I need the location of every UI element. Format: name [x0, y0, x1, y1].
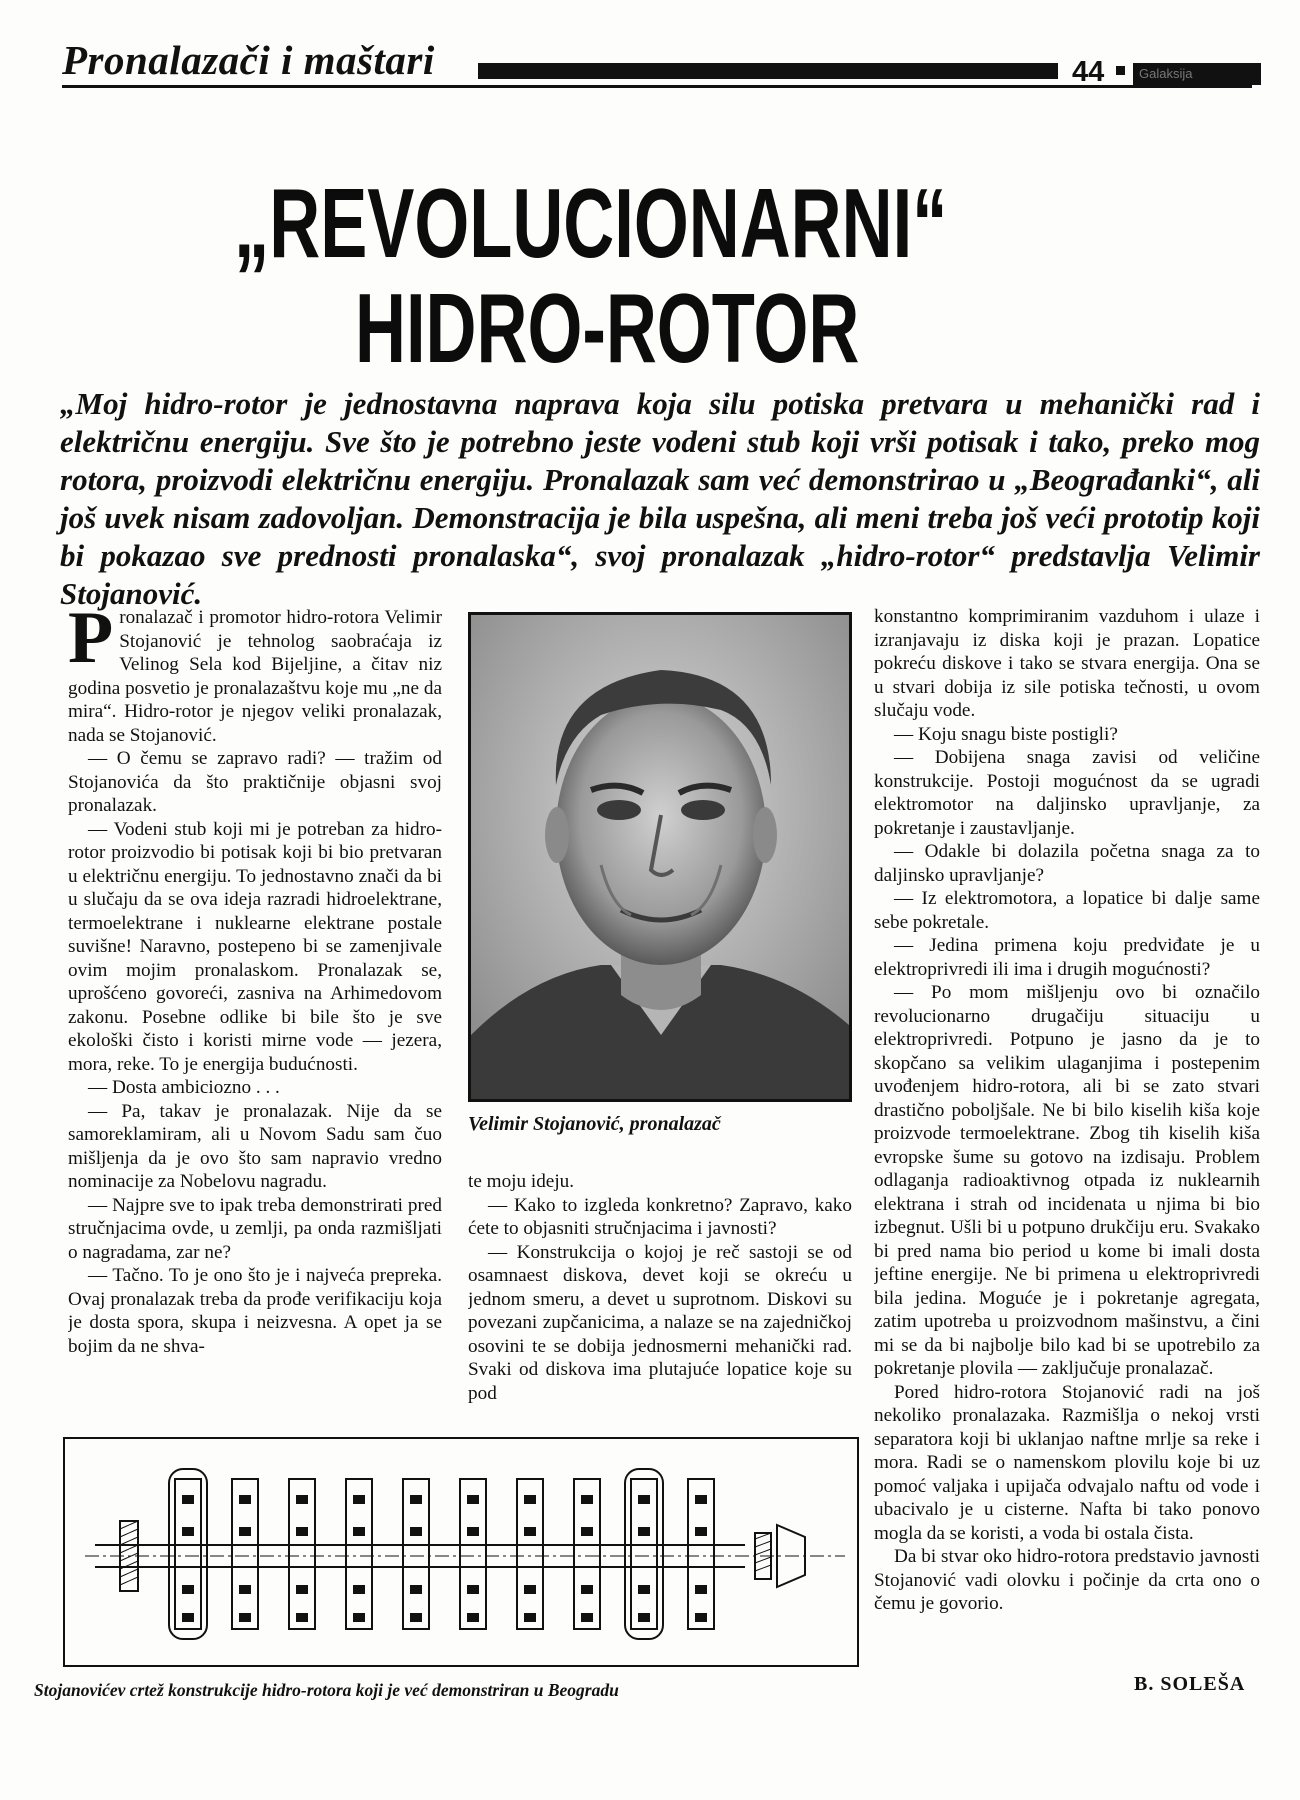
bearing-hatch: [755, 1557, 771, 1563]
disc-paddle: [638, 1495, 650, 1504]
disc-paddle: [239, 1527, 251, 1536]
paragraph-text: ronalazač i promotor hidro-rotora Velimir Stojanović je tehnolog saobraćaja iz Velinog Sela kod Bijeljine, a čitav niz godina posvetio je pronalazaštvu koje mu „ne da mira“. Hidro-rotor je njegov veliki pronalazak, nada se Stojanović.: [68, 607, 442, 746]
disc-paddle: [410, 1527, 422, 1536]
rotor-drawing: [65, 1439, 857, 1665]
disc-paddle: [638, 1527, 650, 1536]
bearing-hatch: [120, 1545, 138, 1553]
drop-cap: P: [68, 606, 114, 679]
disc-paddle: [524, 1585, 536, 1594]
paragraph: — Jedina primena koju predviđate je u elektroprivredi ili ima i drugih mogućnosti?: [874, 935, 1260, 980]
magazine-name: Galaksija: [1133, 63, 1261, 85]
paragraph: te moju ideju.: [468, 1171, 575, 1192]
disc-paddle: [182, 1613, 194, 1622]
paragraph: Pored hidro-rotora Stojanović radi na još nekoliko pronalazaka. Razmišlja o nekoj vrsti separatora koji bi uklanjao naftne mrlje sa reke i mora. Radi se o namenskom plovilu koje bi uz pomoć valjaka i upijača odvajalo naftu od vode i ubacivalo je u cisterne. Nafta bi tako ponovo mogla da se koristi, a voda bi ostala čista.: [874, 1381, 1260, 1544]
disc-paddle: [410, 1613, 422, 1622]
bearing-hatch: [755, 1565, 771, 1571]
disc-paddle: [182, 1585, 194, 1594]
paragraph: — Odakle bi dolazila početna snaga za to daljinsko upravljanje?: [874, 841, 1260, 886]
header-bullet: [1116, 66, 1125, 75]
paragraph: [68, 606, 442, 747]
disc-paddle: [467, 1613, 479, 1622]
paragraph: — Po mom mišljenju ovo bi označilo revolucionarno drugačiju situaciju u elektroprivredi. Potpuno je jasno da je to skopčano sa velikim ulaganjima i postepenim uvođenjem hidro-rotora, ali bi se zato stvari drastično poboljšale. Ne bi bilo kiselih kiša koje proizvode termoelektrane. Zbog tih kiselih kiša evropske šume su gotovo na izdisaju. Problem odlaganja radioaktivnog otpada iz nuklearnih elektrana i strah od incidenata u njima bi bio izbegnut. Ušli bi u potpuno drukčiju eru. Svakako bi pred nama bio period u kome bi imali dosta jeftine energije. Ne bi primena u elektroprivredi bila jedina. Moguće je i pokretanje agregata, zatim upotreba u proizvodnom mašinstvu, a čini mi se da bi najbolje bilo kad bi se upotrebilo za pokretanje plovila — zaključuje pronalazač.: [874, 982, 1260, 1379]
disc-paddle: [524, 1613, 536, 1622]
disc-paddle: [182, 1527, 194, 1536]
diagram-caption: Stojanovićev crtež konstrukcije hidro-rotora koji je već demonstriran u Beogradu: [34, 1680, 619, 1700]
disc-paddle: [695, 1585, 707, 1594]
paragraph: — O čemu se zapravo radi? — tražim od Stojanovića da što praktičnije objasni svoj pronalazak.: [68, 748, 442, 816]
portrait-photo: [468, 612, 852, 1102]
author-signature: B. SOLEŠA: [1134, 1673, 1246, 1695]
disc-paddle: [581, 1585, 593, 1594]
paragraph: — Kako to izgleda konkretno? Zapravo, kako ćete to objasniti stručnjacima i javnosti?: [468, 1194, 852, 1239]
disc-paddle: [467, 1585, 479, 1594]
header-decorative-bar: [478, 63, 1058, 79]
paragraph: — Iz elektromotora, a lopatice bi dalje same sebe pokretale.: [874, 888, 1260, 933]
paragraph: — Dobijena snaga zavisi od veličine konstrukcije. Postoji mogućnost da se ugradi elektromotor na daljinsko upravljanje, za pokretanje i zaustavljanje.: [874, 747, 1260, 839]
disc-paddle: [695, 1495, 707, 1504]
bearing-hatch: [120, 1521, 138, 1529]
disc-paddle: [524, 1495, 536, 1504]
disc-paddle: [581, 1527, 593, 1536]
paragraph: — Tačno. To je ono što je i najveća prepreka. Ovaj pronalazak treba da prođe verifikaciju koja je dosta spora, skupa i neizvesna. A opet ja se bojim da ne shva-: [68, 1265, 442, 1357]
bearing-hatch: [120, 1577, 138, 1585]
bearing-hatch: [755, 1549, 771, 1555]
disc-paddle: [638, 1585, 650, 1594]
disc-paddle: [182, 1495, 194, 1504]
photo-caption: Velimir Stojanović, pronalazač: [468, 1113, 721, 1135]
disc-paddle: [239, 1585, 251, 1594]
page-number: 44: [1072, 56, 1105, 88]
paragraph: konstantno komprimiranim vazduhom i ulaze i izranjavaju iz diska koji je prazan. Lopatice pokreću diskove i tako se stvara energija. Ona se u stvari dobija iz sile potiska tečnosti, u ovom slučaju vode.: [874, 606, 1260, 721]
column-2: [468, 1170, 852, 1455]
disc-paddle: [524, 1527, 536, 1536]
bearing-hatch: [120, 1569, 138, 1577]
disc-paddle: [467, 1495, 479, 1504]
bearing-hatch: [755, 1541, 771, 1547]
bearing-hatch: [120, 1529, 138, 1537]
paragraph: — Vodeni stub koji mi je potreban za hidro-rotor proizvodio bi potisak koji bi bio pretvaran u električnu energiju. To jednostavno znači da bi u slučaju da se ova ideja razradi hidroelektrane, termoelektrane i nuklearne elektrane postale suvišne! Naravno, postepeno bi se zamenjivale ovim mojim pronalaskom. Pronalazak se, uprošćeno govoreći, zasniva na Arhimedovom zakonu. Posebne odlike bi bile što je sve ekološki čisto i koristi mirne vode — jezera, mora, reke. To je energija budućnosti.: [68, 818, 442, 1075]
article-lede: „Moj hidro-rotor je jednostavna naprava koja silu potiska pretvara u mehanički rad i električnu energiju. Sve što je potrebno jeste vodeni stub koji vrši potisak i tako, preko mog rotora, proizvodi električnu energiju. Pronalazak sam već demonstrirao u „Beograđanki“, ali još uvek nisam zadovoljan. Demonstracija je bila uspešna, ali meni treba još veći prototip koji bi pokazao sve prednosti pronalaska“, svoj pronalazak „hidro-rotor“ predstavlja Velimir Stojanović.: [60, 386, 1260, 611]
disc-paddle: [695, 1527, 707, 1536]
disc-paddle: [695, 1613, 707, 1622]
disc-paddle: [467, 1527, 479, 1536]
disc-paddle: [239, 1613, 251, 1622]
disc-paddle: [353, 1527, 365, 1536]
paragraph: Da bi stvar oko hidro-rotora predstavio javnosti Stojanović vadi olovku i počinje da crta ono o čemu je govorio.: [874, 1546, 1260, 1614]
disc-paddle: [353, 1613, 365, 1622]
bearing-hatch: [120, 1553, 138, 1561]
disc-paddle: [581, 1613, 593, 1622]
disc-paddle: [638, 1613, 650, 1622]
paragraph: — Dosta ambiciozno . . .: [88, 1077, 280, 1098]
paragraph: — Konstrukcija o kojoj je reč sastoji se od osamnaest diskova, devet koji se okreću u jednom smeru, a devet u suprotnom. Diskovi su povezani zupčanicima, a nalaze se na zajedničkoj osovini te se dobija jednosmerni mehanički rad. Svaki od diskova ima plutajuće lopatice koje su pod: [468, 1241, 852, 1404]
disc-paddle: [296, 1495, 308, 1504]
disc-paddle: [296, 1527, 308, 1536]
portrait-illustration: [471, 615, 849, 1099]
paragraph: — Koju snagu biste postigli?: [894, 723, 1118, 745]
section-title: Pronalazači i maštari: [62, 37, 435, 83]
disc-paddle: [353, 1495, 365, 1504]
paragraph: — Najpre sve to ipak treba demonstrirati pred stručnjacima ovde, u zemlji, pa onda razmišljati o nagradama, zar ne?: [68, 1194, 442, 1263]
bearing-hatch: [120, 1537, 138, 1545]
disc-paddle: [410, 1585, 422, 1594]
hydro-rotor-diagram: [63, 1437, 859, 1667]
article-title-line2: HIDRO-ROTOR: [355, 273, 860, 383]
column-3: [874, 605, 1260, 1665]
disc-paddle: [296, 1613, 308, 1622]
disc-paddle: [410, 1495, 422, 1504]
disc-paddle: [296, 1585, 308, 1594]
disc-paddle: [239, 1495, 251, 1504]
disc-paddle: [581, 1495, 593, 1504]
disc-paddle: [353, 1585, 365, 1594]
article-title-line1: „REVOLUCIONARNI“: [234, 168, 948, 278]
paragraph: — Pa, takav je pronalazak. Nije da se samoreklamiram, ali u Novom Sadu sam čuo mišljenja da je ovo što sam napravio vredno nominacije za Nobelovu nagradu.: [68, 1100, 442, 1192]
